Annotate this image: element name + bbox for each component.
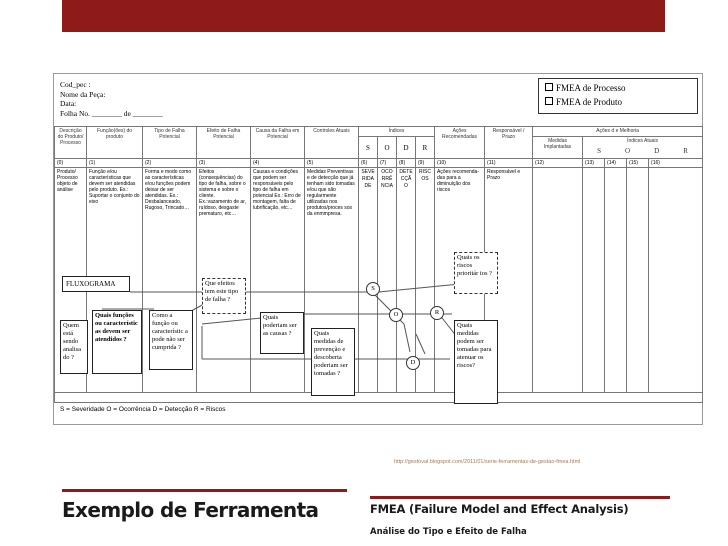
desc-c1: Função e/ou características que devem ser atendidas pelo produto. Ex.: Suportar o conjunto do eixo <box>87 168 143 393</box>
question-funcoes: Quais funções ou característic as devem ser atendidos ? <box>92 310 142 374</box>
slide-subtitle: FMEA (Failure Model and Effect Analysis) <box>370 496 670 516</box>
col-number: (8) <box>397 159 416 168</box>
desc-c0: Produto/ Processo objeto de análise <box>55 168 87 393</box>
index-r: R <box>416 137 435 159</box>
col-number: (16) <box>649 159 703 168</box>
circle-o: O <box>389 308 403 322</box>
question-medidas: Quais medidas de prevenção e descoberta poderiam ser tomadas ? <box>311 328 355 396</box>
col-number: (14) <box>605 159 627 168</box>
index-d: D <box>654 147 660 155</box>
desc-c7: OCORRÊNCIA <box>378 168 397 393</box>
question-quem: Quem está sendo analisa do ? <box>60 320 88 374</box>
desc-c6: SEVERIDADE <box>359 168 378 393</box>
index-s: S <box>359 137 378 159</box>
question-efeitos: Que efeitos tem este tipo de falha ? <box>202 278 246 314</box>
col-number: (7) <box>378 159 397 168</box>
desc-c8: DETECÇÃO <box>397 168 416 393</box>
col-number: (12) <box>533 159 583 168</box>
option-processo: FMEA de Processo <box>545 81 691 95</box>
col-header-causa: Causa da Falha em Potencial <box>251 127 305 159</box>
col-number: (15) <box>627 159 649 168</box>
col-number: (0) <box>55 159 87 168</box>
col-number: (10) <box>435 159 485 168</box>
circle-d: D <box>406 356 420 370</box>
col-header-funcoes: Função(ões) do produto <box>87 127 143 159</box>
header-line: Nome da Peça: <box>60 89 106 99</box>
desc-c10: Ações recomenda- das para a diminuição dos riscos <box>435 168 485 393</box>
col-header-tipo: Tipo de Falha Potencial <box>143 127 197 159</box>
fmea-form-image <box>53 73 703 425</box>
circle-s: S <box>366 282 380 296</box>
col-number: (11) <box>485 159 533 168</box>
col-number: (13) <box>583 159 605 168</box>
desc-c11: Responsável e Prazo <box>485 168 533 393</box>
desc-c9: RISCOS <box>416 168 435 393</box>
col-number: (4) <box>251 159 305 168</box>
desc-c3: Efeitos (consequências) do tipo de falha, sobre o sistema e sobre o cliente. Ex.:vazamento de ar, ruídoso, desgaste prematuro, etc… <box>197 168 251 393</box>
col-header-medidas: Medidas Implantadas <box>533 137 583 159</box>
header-line: Folha No. ________ de ________ <box>60 108 163 118</box>
slide-title: Exemplo de Ferramenta <box>62 489 347 522</box>
index-d: D <box>397 137 416 159</box>
index-o: O <box>625 147 631 155</box>
col-number: (2) <box>143 159 197 168</box>
col-header-indices: Índices <box>359 127 435 137</box>
flow-connectors <box>54 74 702 424</box>
index-o: O <box>378 137 397 159</box>
circle-r: R <box>430 306 444 320</box>
question-riscos: Quais os riscos prioritár ios ? <box>454 252 498 294</box>
index-r: R <box>683 147 688 155</box>
index-legend: S = Severidade O = Ocorrência D = Detecção R = Riscos <box>60 406 226 413</box>
desc-c2: Forma e modo como as características e/ou funções podem deixar de ser atendidas. Ex.: Desbalanceado, Rugoso, Trincado… <box>143 168 197 393</box>
desc-c5: Medidas Preventivas e de detecção que já tenham sido tomadas e/ou que são regularmente utilizadas nos produtos/proces sos da enmmpresa. <box>305 168 359 393</box>
indices-atuais-label: Índices Atuais <box>627 138 658 144</box>
slide-subtitle-2: Análise do Tipo e Efeito de Falha <box>370 527 527 537</box>
option-produto: FMEA de Produto <box>545 95 691 109</box>
col-number: (3) <box>197 159 251 168</box>
header-line: Data: <box>60 99 77 109</box>
col-header-efeito: Efeito de Falha Potencial <box>197 127 251 159</box>
question-como: Como a função ou característic a pode não ser cumprida ? <box>149 310 193 370</box>
header-line: Cod_pec : <box>60 80 91 89</box>
source-link[interactable]: http://gestoval.blogspot.com/2011/01/serie-ferramentas-de-gestao-fmea.html <box>394 459 581 465</box>
col-number: (6) <box>359 159 378 168</box>
flowchart-label: FLUXOGRAMA <box>62 276 130 292</box>
col-header-acoes: Ações Recomendadas <box>435 127 485 159</box>
col-header-descricao: Descrição do Produto/ Processo <box>55 127 87 159</box>
col-number: (9) <box>416 159 435 168</box>
col-number: (5) <box>305 159 359 168</box>
top-accent-bar <box>62 0 665 32</box>
col-header-responsavel: Responsável / Prazo <box>485 127 533 159</box>
question-atenuar: Quais medidas podem ser tomadas para atenuar os riscos? <box>454 320 498 404</box>
col-number: (1) <box>87 159 143 168</box>
desc-c4: Causas e condições que podem ser responsáveis pelo tipo de falha em potencial Ex.: Erro de montagem, falta de lubrificação, etc… <box>251 168 305 393</box>
col-header-acoes-melhoria: Ações d e Melhoria <box>533 127 703 137</box>
index-s: S <box>597 147 601 155</box>
question-causas: Quais poderiam ser as causas ? <box>260 312 304 354</box>
col-header-controles: Controles Atuais <box>305 127 359 159</box>
